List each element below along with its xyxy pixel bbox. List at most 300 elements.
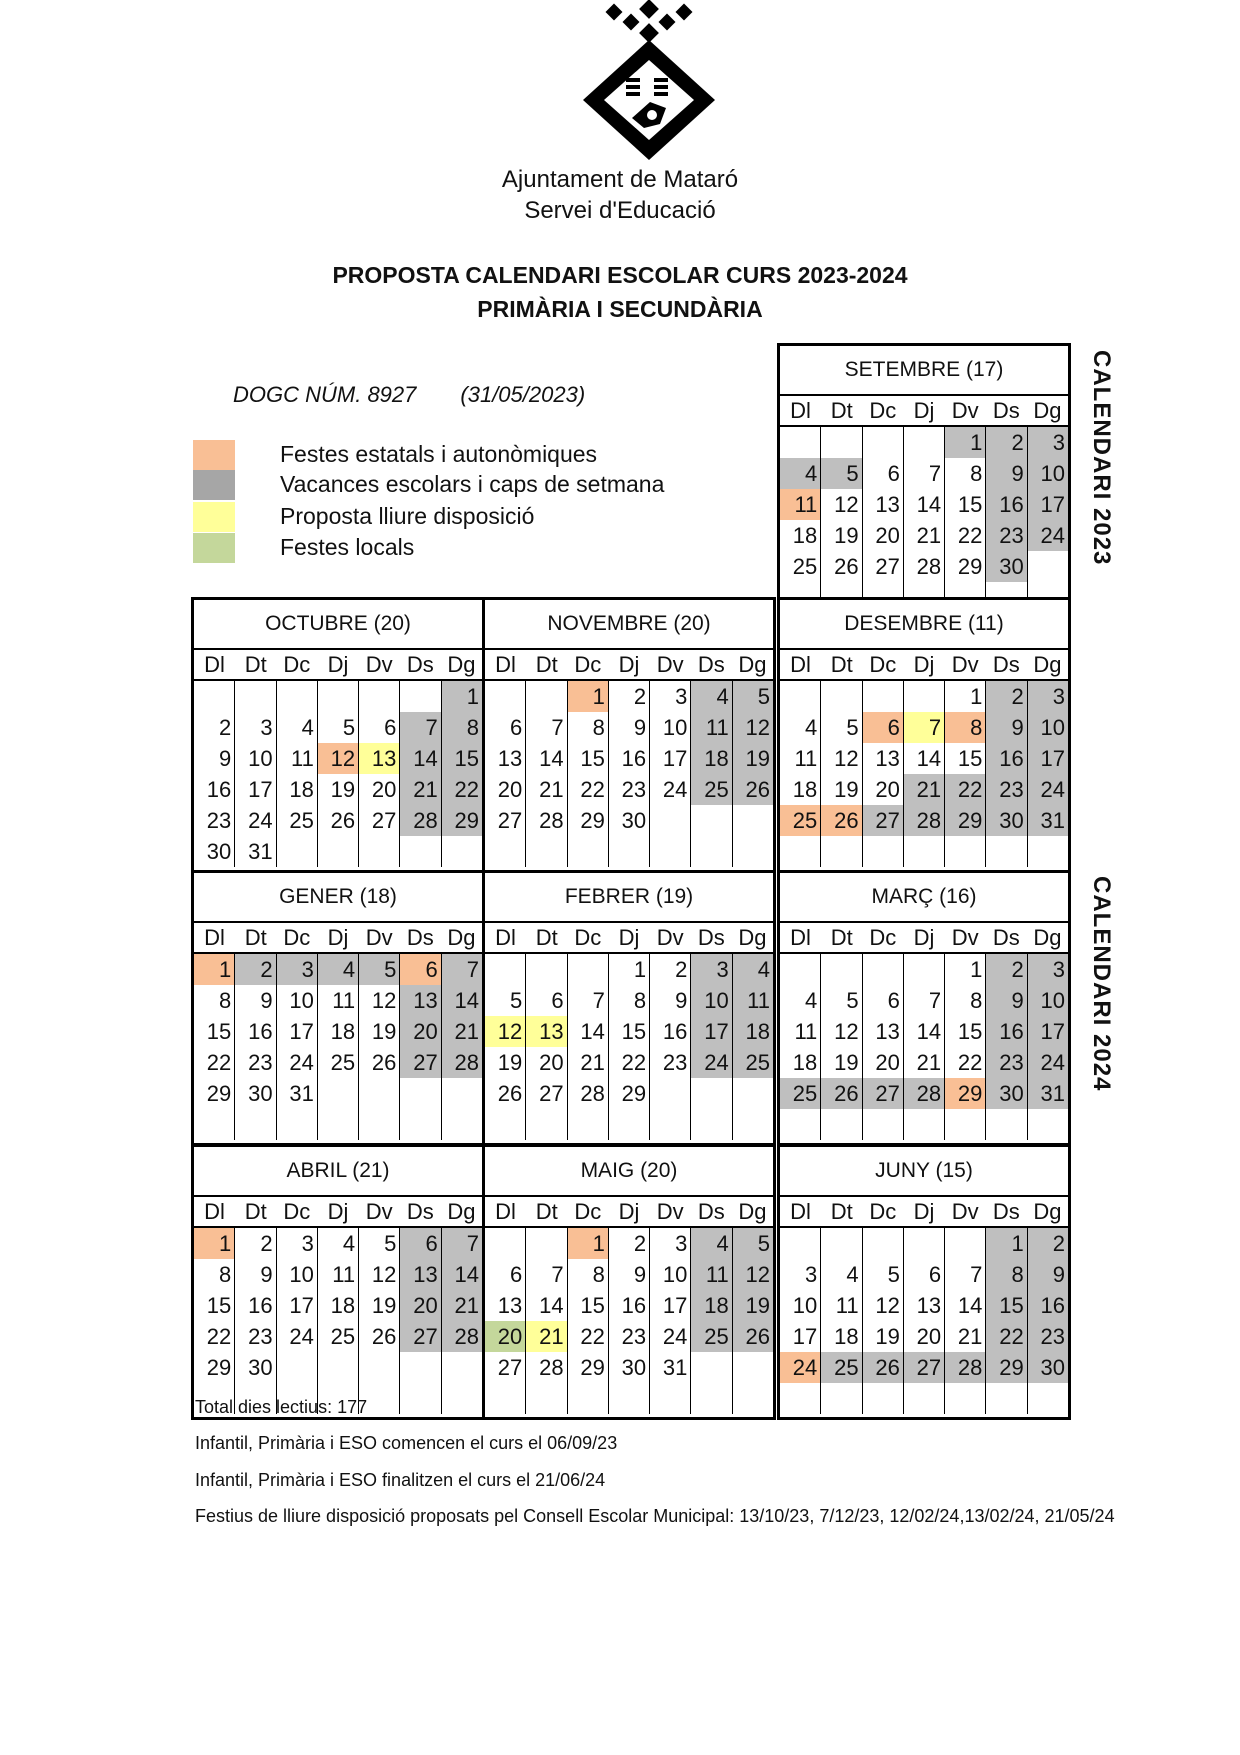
day-cell: 22 [944, 520, 985, 551]
day-cell: 25 [317, 1321, 358, 1352]
day-cell: 12 [862, 1290, 903, 1321]
empty-cell [317, 1078, 358, 1109]
day-cell: 26 [820, 1078, 861, 1109]
day-cell: 21 [441, 1290, 482, 1321]
day-cell: 27 [358, 805, 399, 836]
month-abril [191, 1144, 485, 1420]
day-cell: 23 [234, 1047, 275, 1078]
week-row [780, 427, 1068, 458]
empty-cell [1027, 1383, 1068, 1414]
day-cell: 29 [206, 1355, 232, 1380]
day-cell: 6 [903, 1259, 944, 1290]
day-cell: 4 [820, 1259, 861, 1290]
day-cell: 20 [862, 774, 903, 805]
day-cell: 11 [780, 489, 820, 520]
day-cell: 19 [820, 774, 861, 805]
day-cell: 28 [399, 805, 440, 836]
weekday-header [194, 923, 482, 954]
day-cell: 23 [206, 808, 232, 833]
week-row [485, 1321, 773, 1352]
empty-cell [862, 836, 903, 867]
empty-cell [862, 681, 903, 712]
day-cell: 19 [358, 1290, 399, 1321]
week-row [485, 954, 773, 985]
day-cell: 17 [649, 743, 690, 774]
month-title: GENER (18) [194, 873, 482, 923]
weekday-label: Dc [283, 1199, 311, 1224]
day-cell: 3 [234, 712, 275, 743]
day-cell: 13 [903, 1290, 944, 1321]
empty-cell [276, 1352, 317, 1383]
day-cell: 19 [358, 1016, 399, 1047]
empty-cell [903, 427, 944, 458]
month-novembre [482, 597, 776, 873]
empty-cell [780, 1383, 820, 1414]
day-cell: 17 [276, 1016, 317, 1047]
day-cell: 31 [1027, 1078, 1068, 1109]
day-cell: 15 [985, 1290, 1026, 1321]
day-cell: 20 [399, 1016, 440, 1047]
weekday-label: Dg [738, 1199, 767, 1224]
empty-cell [862, 1109, 903, 1140]
empty-cell [1027, 836, 1068, 867]
day-cell: 24 [780, 1352, 820, 1383]
day-cell: 24 [649, 1321, 690, 1352]
day-cell: 21 [903, 1047, 944, 1078]
empty-cell [862, 954, 903, 985]
empty-cell [234, 681, 275, 712]
empty-cell [820, 1383, 861, 1414]
legend-label: Proposta lliure disposició [280, 503, 535, 529]
weekday-header [485, 923, 773, 954]
day-cell: 19 [820, 1047, 861, 1078]
day-cell: 7 [525, 712, 566, 743]
empty-cell [690, 1109, 731, 1140]
day-cell: 6 [862, 458, 903, 489]
day-cell: 22 [441, 774, 482, 805]
day-cell: 14 [903, 489, 944, 520]
day-cell: 18 [792, 523, 818, 548]
empty-cell [649, 836, 690, 867]
weekday-label: Dt [830, 925, 853, 950]
day-cell: 2 [219, 715, 232, 740]
empty-cell [903, 954, 944, 985]
empty-cell [1027, 551, 1068, 582]
day-cell: 2 [649, 954, 690, 985]
day-cell: 23 [608, 1321, 649, 1352]
empty-cell [820, 954, 861, 985]
day-cell: 18 [732, 1016, 773, 1047]
empty-cell [944, 836, 985, 867]
empty-cell [903, 1228, 944, 1259]
day-cell: 8 [441, 712, 482, 743]
day-cell: 12 [732, 1259, 773, 1290]
day-cell: 30 [234, 1352, 275, 1383]
day-cell: 13 [497, 746, 523, 771]
day-cell: 13 [525, 1016, 566, 1047]
day-cell: 16 [608, 743, 649, 774]
day-cell: 29 [608, 1078, 649, 1109]
weekday-label: Dv [951, 652, 979, 677]
weekday-label: Dg [1033, 925, 1062, 950]
day-cell: 1 [985, 1228, 1026, 1259]
day-cell: 6 [862, 985, 903, 1016]
weekday-label: Dj [913, 652, 935, 677]
weekday-label: Dl [495, 652, 516, 677]
weekday-label: Dl [790, 398, 811, 423]
day-cell: 20 [358, 774, 399, 805]
month-title: ABRIL (21) [194, 1147, 482, 1197]
week-row [194, 1321, 482, 1352]
day-cell: 18 [317, 1016, 358, 1047]
week-row [485, 774, 773, 805]
weekday-label: Ds [992, 652, 1020, 677]
day-cell: 20 [903, 1321, 944, 1352]
day-cell: 20 [399, 1290, 440, 1321]
week-row [780, 985, 1068, 1016]
month-desembre [777, 597, 1071, 873]
empty-cell [525, 681, 566, 712]
empty-cell [985, 1109, 1026, 1140]
day-cell: 1 [567, 681, 608, 712]
day-cell: 3 [649, 681, 690, 712]
day-cell: 17 [234, 774, 275, 805]
day-cell: 4 [690, 1228, 731, 1259]
day-cell: 23 [649, 1047, 690, 1078]
dogc-date: (31/05/2023) [460, 382, 586, 407]
day-cell: 12 [317, 743, 358, 774]
day-cell: 11 [317, 1259, 358, 1290]
day-cell: 7 [944, 1259, 985, 1290]
day-cell: 27 [903, 1352, 944, 1383]
weekday-header [780, 650, 1068, 681]
day-cell: 13 [862, 489, 903, 520]
empty-cell [485, 836, 525, 867]
week-row [194, 774, 482, 805]
day-cell: 28 [525, 1352, 566, 1383]
day-cell: 27 [862, 805, 903, 836]
empty-cell [732, 1352, 773, 1383]
day-cell: 17 [1027, 743, 1068, 774]
day-cell: 13 [399, 1259, 440, 1290]
month-maig [482, 1144, 776, 1420]
weekday-label: Dt [244, 1199, 267, 1224]
empty-cell [780, 954, 820, 985]
day-cell: 15 [567, 743, 608, 774]
week-row [194, 1109, 482, 1140]
month-title: NOVEMBRE (20) [485, 600, 773, 650]
legend-swatch [193, 502, 235, 532]
day-cell: 5 [510, 988, 523, 1013]
day-cell: 29 [944, 551, 985, 582]
day-cell: 21 [399, 774, 440, 805]
empty-cell [399, 1352, 440, 1383]
day-cell: 20 [862, 520, 903, 551]
empty-cell [399, 1109, 440, 1140]
empty-cell [690, 1078, 731, 1109]
day-cell: 11 [276, 743, 317, 774]
day-cell: 19 [732, 743, 773, 774]
weekday-label: Dg [1033, 652, 1062, 677]
day-cell: 14 [903, 1016, 944, 1047]
empty-cell [903, 1383, 944, 1414]
week-row [194, 1259, 482, 1290]
month-title: OCTUBRE (20) [194, 600, 482, 650]
note-start-date: Infantil, Primària i ESO comencen el curs el 06/09/23 [195, 1433, 618, 1453]
day-cell: 16 [649, 1016, 690, 1047]
day-cell: 7 [903, 712, 944, 743]
empty-cell [780, 836, 820, 867]
weekday-label: Ds [697, 652, 725, 677]
day-cell: 1 [944, 954, 985, 985]
day-cell: 25 [690, 774, 731, 805]
empty-cell [234, 1109, 275, 1140]
month-title: FEBRER (19) [485, 873, 773, 923]
day-cell: 27 [862, 551, 903, 582]
day-cell: 13 [358, 743, 399, 774]
weekday-label: Dg [1033, 398, 1062, 423]
week-row [194, 954, 482, 985]
day-cell: 22 [944, 774, 985, 805]
day-cell: 29 [567, 1352, 608, 1383]
day-cell: 12 [820, 489, 861, 520]
day-cell: 22 [944, 1047, 985, 1078]
week-row [780, 458, 1068, 489]
day-cell: 11 [317, 985, 358, 1016]
legend-label: Festes locals [280, 534, 415, 560]
day-cell: 5 [862, 1259, 903, 1290]
day-cell: 7 [903, 458, 944, 489]
day-cell: 11 [690, 1259, 731, 1290]
day-cell: 16 [985, 743, 1026, 774]
week-row [780, 1352, 1068, 1383]
day-cell: 5 [820, 712, 861, 743]
week-row [194, 1016, 482, 1047]
day-cell: 4 [805, 988, 818, 1013]
day-cell: 22 [985, 1321, 1026, 1352]
day-cell: 24 [1027, 774, 1068, 805]
week-row [485, 1228, 773, 1259]
weekday-label: Dj [913, 398, 935, 423]
day-cell: 3 [1027, 427, 1068, 458]
empty-cell [441, 836, 482, 867]
day-cell: 12 [820, 1016, 861, 1047]
empty-cell [862, 427, 903, 458]
weekday-label: Dg [447, 652, 476, 677]
day-cell: 6 [399, 1228, 440, 1259]
weekday-label: Dv [656, 1199, 684, 1224]
month-octubre [191, 597, 485, 873]
day-cell: 4 [276, 712, 317, 743]
day-cell: 2 [608, 1228, 649, 1259]
month-title: MAIG (20) [485, 1147, 773, 1197]
weekday-label: Dc [574, 1199, 602, 1224]
day-cell: 4 [780, 458, 820, 489]
empty-cell [690, 805, 731, 836]
day-cell: 21 [525, 1321, 566, 1352]
day-cell: 28 [441, 1047, 482, 1078]
weekday-label: Dt [535, 652, 558, 677]
month-title: SETEMBRE (17) [780, 346, 1068, 396]
empty-cell [944, 1109, 985, 1140]
weekday-label: Dj [618, 925, 640, 950]
empty-cell [732, 1109, 773, 1140]
day-cell: 26 [497, 1081, 523, 1106]
day-cell: 17 [1027, 1016, 1068, 1047]
empty-cell [317, 1352, 358, 1383]
day-cell: 18 [690, 743, 731, 774]
day-cell: 27 [862, 1078, 903, 1109]
day-cell: 31 [649, 1352, 690, 1383]
empty-cell [567, 1109, 608, 1140]
week-row [485, 1259, 773, 1290]
day-cell: 20 [525, 1047, 566, 1078]
day-cell: 22 [567, 1321, 608, 1352]
weekday-header [194, 650, 482, 681]
day-cell: 17 [276, 1290, 317, 1321]
weekday-label: Dv [951, 925, 979, 950]
empty-cell [399, 681, 440, 712]
day-cell: 30 [985, 1078, 1026, 1109]
note-total-days: Total dies lectius: 177 [195, 1397, 368, 1417]
empty-cell [944, 1228, 985, 1259]
day-cell: 22 [206, 1050, 232, 1075]
day-cell: 21 [525, 774, 566, 805]
empty-cell [485, 1109, 525, 1140]
day-cell: 19 [497, 1050, 523, 1075]
week-row [194, 1078, 482, 1109]
day-cell: 16 [985, 489, 1026, 520]
day-cell: 9 [234, 985, 275, 1016]
empty-cell [399, 1383, 440, 1414]
day-cell: 13 [862, 1016, 903, 1047]
day-cell: 25 [820, 1352, 861, 1383]
dogc-reference [233, 382, 629, 408]
empty-cell [525, 1383, 566, 1414]
legend-label: Festes estatals i autonòmiques [280, 441, 598, 467]
empty-cell [690, 1352, 731, 1383]
day-cell: 25 [276, 805, 317, 836]
empty-cell [903, 681, 944, 712]
day-cell: 17 [649, 1290, 690, 1321]
day-cell: 8 [944, 985, 985, 1016]
day-cell: 25 [792, 554, 818, 579]
empty-cell [441, 1352, 482, 1383]
empty-cell [649, 1383, 690, 1414]
day-cell: 7 [903, 985, 944, 1016]
day-cell: 23 [985, 1047, 1026, 1078]
day-cell: 26 [732, 774, 773, 805]
month-setembre [777, 343, 1071, 619]
week-row [485, 985, 773, 1016]
day-cell: 5 [820, 458, 861, 489]
day-cell: 27 [525, 1078, 566, 1109]
day-cell: 5 [317, 712, 358, 743]
weekday-label: Ds [992, 1199, 1020, 1224]
weekday-label: Dl [495, 925, 516, 950]
legend-swatch [193, 470, 235, 500]
day-cell: 15 [608, 1016, 649, 1047]
empty-cell [732, 1078, 773, 1109]
week-row [194, 1228, 482, 1259]
day-cell: 2 [985, 681, 1026, 712]
weekday-label: Dt [830, 398, 853, 423]
empty-cell [525, 954, 566, 985]
week-row [780, 1109, 1068, 1140]
day-cell: 6 [510, 1262, 523, 1287]
empty-cell [690, 836, 731, 867]
day-cell: 30 [234, 1078, 275, 1109]
day-cell: 19 [732, 1290, 773, 1321]
day-cell: 21 [567, 1047, 608, 1078]
day-cell: 15 [206, 1293, 232, 1318]
day-cell: 24 [1027, 1047, 1068, 1078]
document-title: PROPOSTA CALENDARI ESCOLAR CURS 2023-2024 [332, 262, 908, 288]
day-cell: 3 [276, 954, 317, 985]
day-cell: 26 [862, 1352, 903, 1383]
empty-cell [820, 681, 861, 712]
weekday-label: Dl [790, 1199, 811, 1224]
weekday-header [485, 650, 773, 681]
mataro-coat-of-arms-logo [560, 0, 740, 165]
day-cell: 25 [780, 805, 820, 836]
day-cell: 3 [276, 1228, 317, 1259]
day-cell: 8 [219, 1262, 232, 1287]
day-cell: 10 [276, 985, 317, 1016]
day-cell: 9 [234, 1259, 275, 1290]
day-cell: 17 [792, 1324, 818, 1349]
empty-cell [276, 681, 317, 712]
day-cell: 9 [1027, 1259, 1068, 1290]
weekday-label: Dl [790, 925, 811, 950]
day-cell: 23 [985, 774, 1026, 805]
weekday-label: Dc [869, 1199, 897, 1224]
empty-cell [1027, 1109, 1068, 1140]
weekday-label: Dj [618, 652, 640, 677]
day-cell: 15 [567, 1290, 608, 1321]
day-cell: 23 [985, 520, 1026, 551]
legend-label: Vacances escolars i caps de setmana [280, 471, 665, 497]
day-cell: 2 [608, 681, 649, 712]
week-row [194, 1047, 482, 1078]
empty-cell [608, 1383, 649, 1414]
day-cell: 14 [944, 1290, 985, 1321]
empty-cell [358, 1078, 399, 1109]
day-cell: 1 [441, 681, 482, 712]
day-cell: 11 [690, 712, 731, 743]
week-row [780, 1290, 1068, 1321]
empty-cell [194, 1109, 234, 1140]
day-cell: 24 [649, 774, 690, 805]
legend-swatch [193, 533, 235, 563]
day-cell: 12 [485, 1016, 525, 1047]
day-cell: 25 [732, 1047, 773, 1078]
empty-cell [485, 1228, 525, 1259]
day-cell: 10 [1027, 458, 1068, 489]
day-cell: 15 [944, 1016, 985, 1047]
weekday-label: Dt [244, 925, 267, 950]
weekday-label: Dt [535, 1199, 558, 1224]
day-cell: 14 [525, 743, 566, 774]
weekday-label: Dj [327, 1199, 349, 1224]
empty-cell [649, 805, 690, 836]
empty-cell [780, 681, 820, 712]
day-cell: 17 [690, 1016, 731, 1047]
day-cell: 26 [358, 1321, 399, 1352]
day-cell: 15 [944, 743, 985, 774]
weekday-label: Dc [283, 652, 311, 677]
weekday-label: Dv [365, 925, 393, 950]
